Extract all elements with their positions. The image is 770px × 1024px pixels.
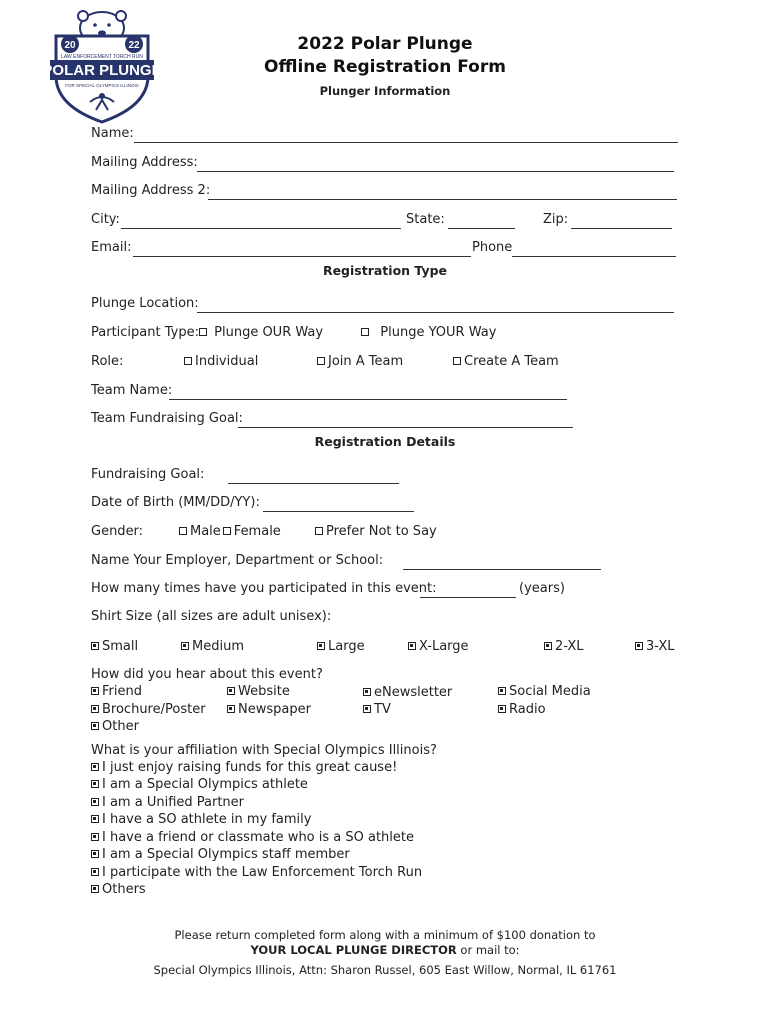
affiliation-option[interactable]: I have a SO athlete in my family xyxy=(91,812,311,827)
hear-tv-option[interactable]: TV xyxy=(363,702,391,717)
create-team-option[interactable]: Create A Team xyxy=(453,354,559,369)
checkbox-icon[interactable] xyxy=(363,705,371,713)
city-field[interactable] xyxy=(121,228,401,229)
mailing-address-label: Mailing Address: xyxy=(91,155,198,170)
gender-male-option[interactable]: Male Female xyxy=(179,524,281,539)
checkbox-icon[interactable] xyxy=(223,527,231,535)
checkbox-icon[interactable] xyxy=(408,642,416,650)
state-field[interactable] xyxy=(448,228,515,229)
affiliation-option[interactable]: I have a friend or classmate who is a SO athlete xyxy=(91,830,414,845)
registration-type-heading: Registration Type xyxy=(322,263,448,278)
plunge-location-field[interactable] xyxy=(197,312,674,313)
shirt-size-3xl[interactable]: 3-XL xyxy=(635,639,674,654)
team-name-label: Team Name: xyxy=(91,383,173,398)
team-goal-field[interactable] xyxy=(238,427,573,428)
checkbox-icon[interactable] xyxy=(363,688,371,696)
affiliation-option[interactable]: I participate with the Law Enforcement Torch Run xyxy=(91,865,422,880)
form-title-line2: Offline Registration Form xyxy=(264,57,506,77)
shirt-size-small[interactable]: Small xyxy=(91,639,138,654)
form-title-line1: 2022 Polar Plunge xyxy=(297,34,473,54)
participant-type-label: Participant Type: xyxy=(91,325,199,340)
zip-label: Zip: xyxy=(543,212,569,227)
logo-brand: POLAR PLUNGE xyxy=(46,62,158,79)
hear-other-option[interactable]: Other xyxy=(91,719,139,734)
shirt-size-xlarge[interactable]: X-Large xyxy=(408,639,469,654)
checkbox-icon[interactable] xyxy=(91,722,99,730)
checkbox-icon[interactable] xyxy=(91,798,99,806)
checkbox-icon[interactable] xyxy=(179,527,187,535)
footer-line2-bold: YOUR LOCAL PLUNGE DIRECTOR xyxy=(250,943,457,957)
zip-field[interactable] xyxy=(571,228,672,229)
hear-website-option[interactable]: Website xyxy=(227,684,290,699)
hear-radio-option[interactable]: Radio xyxy=(498,702,546,717)
checkbox-icon[interactable] xyxy=(315,527,323,535)
checkbox-icon[interactable] xyxy=(91,642,99,650)
footer-line2 xyxy=(0,943,770,957)
times-participated-field[interactable] xyxy=(420,597,516,598)
footer-line1: Please return completed form along with a minimum of $100 donation to xyxy=(174,928,596,942)
plunge-our-way-option[interactable]: Plunge OUR Way xyxy=(199,325,323,340)
checkbox-icon[interactable] xyxy=(184,357,192,365)
employer-label: Name Your Employer, Department or School: xyxy=(91,553,384,568)
registration-details-heading: Registration Details xyxy=(314,434,456,449)
checkbox-icon[interactable] xyxy=(361,328,369,336)
plunger-info-subtitle: Plunger Information xyxy=(319,84,451,98)
email-field[interactable] xyxy=(133,256,471,257)
checkbox-icon[interactable] xyxy=(453,357,461,365)
checkbox-icon[interactable] xyxy=(544,642,552,650)
hear-friend-option[interactable]: Friend xyxy=(91,684,142,699)
logo-arc-text: LAW ENFORCEMENT TORCH RUN xyxy=(61,54,143,60)
name-label: Name: xyxy=(91,126,134,141)
checkbox-icon[interactable] xyxy=(91,763,99,771)
plunge-location-label: Plunge Location: xyxy=(91,296,199,311)
shirt-size-label: Shirt Size (all sizes are adult unisex): xyxy=(91,609,332,624)
hear-enewsletter-option[interactable]: eNewsletter xyxy=(363,685,452,700)
mailing-address-2-label: Mailing Address 2: xyxy=(91,183,211,198)
logo-year-right: 22 xyxy=(128,40,140,51)
phone-label: Phone xyxy=(472,240,513,255)
email-label: Email: xyxy=(91,240,132,255)
phone-field[interactable] xyxy=(512,256,676,257)
fundraising-goal-field[interactable] xyxy=(228,483,399,484)
affiliation-question: What is your affiliation with Special Olympics Illinois? xyxy=(91,743,437,758)
checkbox-icon[interactable] xyxy=(181,642,189,650)
checkbox-icon[interactable] xyxy=(498,705,506,713)
shirt-size-medium[interactable]: Medium xyxy=(181,639,244,654)
checkbox-icon[interactable] xyxy=(317,357,325,365)
affiliation-option[interactable]: Others xyxy=(91,882,146,897)
checkbox-icon[interactable] xyxy=(91,780,99,788)
checkbox-icon[interactable] xyxy=(91,815,99,823)
checkbox-icon[interactable] xyxy=(91,885,99,893)
dob-label: Date of Birth (MM/DD/YY): xyxy=(91,495,260,510)
plunge-your-way-option[interactable]: Plunge YOUR Way xyxy=(361,325,496,340)
checkbox-icon[interactable] xyxy=(635,642,643,650)
checkbox-icon[interactable] xyxy=(227,705,235,713)
employer-field[interactable] xyxy=(403,569,601,570)
checkbox-icon[interactable] xyxy=(227,687,235,695)
footer-line2-rest: or mail to: xyxy=(456,943,520,957)
logo-bottom-text: FOR SPECIAL OLYMPICS ILLINOIS xyxy=(65,83,139,88)
mailing-address-2-field[interactable] xyxy=(208,199,677,200)
fundraising-goal-label: Fundraising Goal: xyxy=(91,467,205,482)
name-field[interactable] xyxy=(134,142,678,143)
dob-field[interactable] xyxy=(263,511,414,512)
checkbox-icon[interactable] xyxy=(498,687,506,695)
city-label: City: xyxy=(91,212,120,227)
years-label: (years) xyxy=(519,581,565,596)
hear-social-media-option[interactable]: Social Media xyxy=(498,684,591,699)
join-team-option[interactable]: Join A Team xyxy=(317,354,403,369)
checkbox-icon[interactable] xyxy=(91,705,99,713)
checkbox-icon[interactable] xyxy=(91,833,99,841)
checkbox-icon[interactable] xyxy=(91,850,99,858)
affiliation-option[interactable]: I am a Special Olympics athlete xyxy=(91,777,308,792)
times-participated-label: How many times have you participated in this event: xyxy=(91,581,437,596)
checkbox-icon[interactable] xyxy=(199,328,207,336)
affiliation-option[interactable]: I am a Special Olympics staff member xyxy=(91,847,350,862)
logo-year-left: 20 xyxy=(64,40,76,51)
gender-label: Gender: xyxy=(91,524,144,539)
hear-newspaper-option[interactable]: Newspaper xyxy=(227,702,311,717)
checkbox-icon[interactable] xyxy=(317,642,325,650)
individual-option[interactable]: Individual xyxy=(184,354,258,369)
footer-address: Special Olympics Illinois, Attn: Sharon Russel, 605 East Willow, Normal, IL 61761 xyxy=(153,963,617,977)
shirt-size-large[interactable]: Large xyxy=(317,639,365,654)
checkbox-icon[interactable] xyxy=(91,868,99,876)
team-name-field[interactable] xyxy=(169,399,567,400)
checkbox-icon[interactable] xyxy=(91,687,99,695)
gender-prefer-not-option[interactable]: Prefer Not to Say xyxy=(315,524,437,539)
hear-about-question: How did you hear about this event? xyxy=(91,667,323,682)
affiliation-option[interactable]: I just enjoy raising funds for this great cause! xyxy=(91,760,397,775)
affiliation-option[interactable]: I am a Unified Partner xyxy=(91,795,244,810)
state-label: State: xyxy=(406,212,445,227)
shirt-size-2xl[interactable]: 2-XL xyxy=(544,639,583,654)
team-goal-label: Team Fundraising Goal: xyxy=(91,411,243,426)
mailing-address-field[interactable] xyxy=(197,171,674,172)
role-label: Role: xyxy=(91,354,124,369)
hear-brochure-option[interactable]: Brochure/Poster xyxy=(91,702,206,717)
